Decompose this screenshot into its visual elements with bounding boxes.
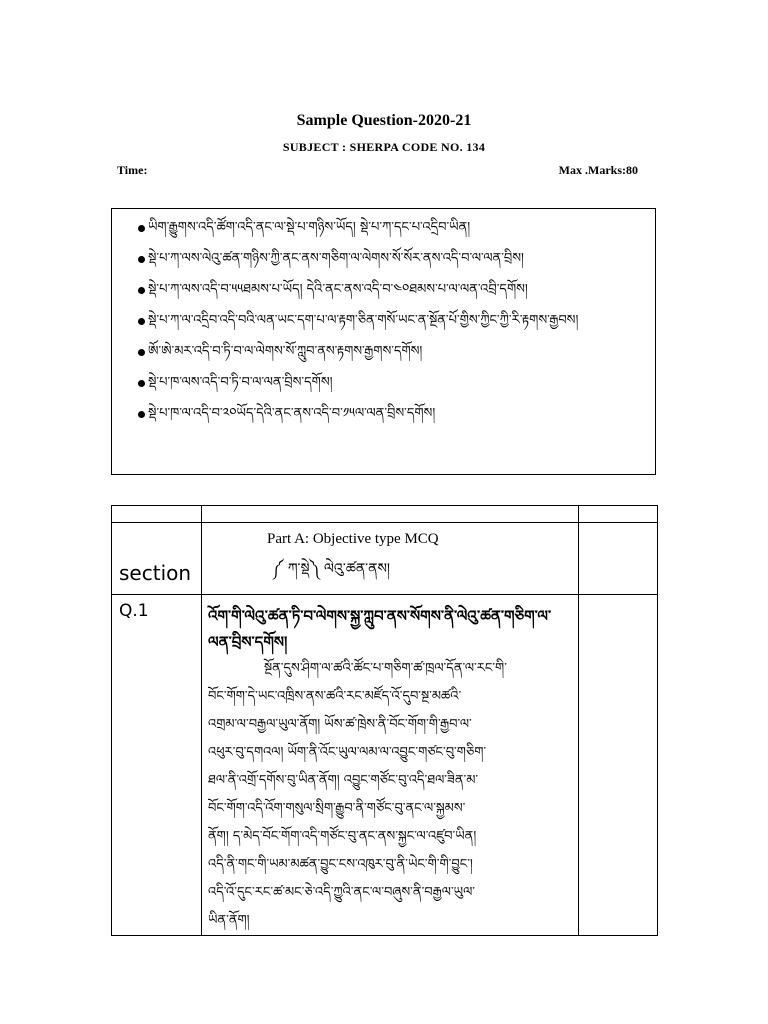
passage-line: སྔོན་དུས་ཤིག་ལ་ཚའི་ཚོང་པ་གཅིག་ཚ་ཁྲལ་དོན་ལ་རང་གི་ [264,661,507,676]
instruction-text: སྡེ་པ་ཁ་ལ་འདི་བ་༢༠ཡོད་དེའི་ནང་ནས་འདི་བ་༡༥ལ་ལན་བྲིས་དགོས། [148,406,436,421]
instruction-item [112,248,655,270]
marks-cell [579,595,658,936]
instruction-text: ཨོ་ཨེ་མར་འདི་བ་ཏི་བ་ལ་ལེགས་སོ་ཀླུབ་ནས་རྟགས་རྒྱགས་དགོས། [148,344,423,359]
table-row [112,506,658,523]
question-number-cell [112,595,202,936]
empty-cell [579,523,658,595]
subject-line: SUBJECT : SHERPA CODE NO. 134 [282,140,486,154]
instruction-text: སྡེ་པ་ཁ་ལས་འདི་བ་ཏི་བ་ལ་ལན་བྲིས་དགོས། [148,375,333,390]
instruction-item [112,403,655,425]
bullet-icon [138,256,145,263]
empty-cell [579,506,658,523]
part-title: Part A: Objective type MCQ [267,531,439,547]
max-marks: Max .Marks:80 [558,163,638,177]
instructions-box [111,208,656,475]
passage-line: བོང་གོག་དེ་ཡང་འཁྲིས་ནས་ཚའི་རང་མཛོད་འོ་དུབ་སྔ་མཚའི་ [208,689,462,704]
empty-cell [112,506,202,523]
table-row [112,523,658,595]
question-table [111,505,658,936]
instruction-item [112,279,655,301]
instruction-item [112,372,655,394]
question-number: Q.1 [119,601,149,621]
time-label: Time: [117,163,148,177]
passage-line: བོང་གོག་འདི་འོག་གསུལ་སྲིག་རྒྱུབ་ནི་གཙོང་བུ་ནང་ལ་སྐྱམས་ [208,801,466,816]
instruction-text: སྡེ་པ་ཀ་ལ་འདྲིབ་འདི་བའི་ལན་ཡང་དག་པ་ལ་རྟག་ཅིན་གསོ་ཡང་ན་སྔོན་པོ་གྱིས་ཀྱིང་ཀྱི་རི་རྟགས་རྒྱབས། [148,313,579,328]
part-cell [202,523,579,595]
question-content-cell [202,595,579,936]
instruction-text: ཡིག་རྒྱུགས་འདི་ཚོག་འདི་ནང་ལ་སྡེ་པ་གཉིས་ཡོད། སྡེ་པ་ཀ་དང་པ་འདྲིབ་ཡིན། [148,220,471,235]
bullet-icon [138,411,145,418]
passage-line: འཕུར་བུ་དགའལ། ཡོག་ནི་འོང་ཡུལ་ལམ་ལ་འབྱུང་གཙང་བུ་གཅིག་ [208,745,487,760]
bullet-icon [138,225,145,232]
bullet-icon [138,318,145,325]
question-heading: འོག་གི་ལེའུ་ཚན་ཏི་བ་ལེགས་སྐྱ་ཀླུབ་ནས་སོགས་ནི་ལེའུ་ཚན་གཅིག་ལ་ལན་བྲིས་དགོས། [208,607,552,651]
passage-line: འགྲམ་ལ་བརྒྱལ་ཡུལ་ནོག། ཡོས་ཚ་ཁྲེས་ནི་བོང་གོག་གི་རྒྱབ་ལ་ [208,717,472,732]
table-row [112,595,658,936]
part-tibetan: ༼ ཀ་སྡེ༽ ལེའུ་ཚན་ནས། [272,561,391,577]
passage-line: ཡིན་ནོག། [208,913,250,928]
empty-cell [202,506,579,523]
instructions-list [112,209,655,425]
section-cell [112,523,202,595]
bullet-icon [138,349,145,356]
instruction-text: སྡེ་པ་ཀ་ལས་འདི་བ་༥༥ཐམས་པ་ཡོད། དེའི་ནང་ནས་འདི་བ་༤༠ཐམས་པ་ལ་ལན་འབྲི་དགོས། [148,282,528,297]
page-title: Sample Question-2020-21 [296,112,472,129]
bullet-icon [138,380,145,387]
instruction-item [112,310,655,332]
instruction-item [112,341,655,363]
instruction-item [112,217,655,239]
bullet-icon [138,287,145,294]
passage-line: ཐལ་ནི་འགྲོ་དགོས་བུ་ཡིན་ནོག། འབྱུང་གཙོང་བུ་འདི་ཐལ་ཟིན་མ་ [208,773,479,788]
passage-line: ནོག། ད་མེད་བོང་གོག་འདི་གཙོང་བུ་ནང་ནས་སྐྱང་ལ་འཛུབ་ཡིན། [208,829,477,844]
section-label: section [119,561,192,585]
instruction-text: སྡེ་པ་ཀ་ལས་ལེའུ་ཚན་གཉིས་ཀྱི་ནང་ནས་གཅིག་ལ་ལེགས་སོ་སོར་ནས་འདི་བ་ལ་ལན་བྲིས། [148,251,524,266]
passage-line: འདི་འོ་དུང་རང་ཚ་མང་ཅེ་འདི་ཀྱུའི་ནང་ལ་བཞུས་ནི་བརྒྱལ་ཡུལ་ [208,885,476,900]
passage-line: འདི་ནི་གང་གི་ཡམ་མཚན་བྱུང་ངས་འཁུར་བུ་ནི་ཡེང་གི་གི་བྱུང་། [208,857,473,872]
question-passage [202,655,578,935]
